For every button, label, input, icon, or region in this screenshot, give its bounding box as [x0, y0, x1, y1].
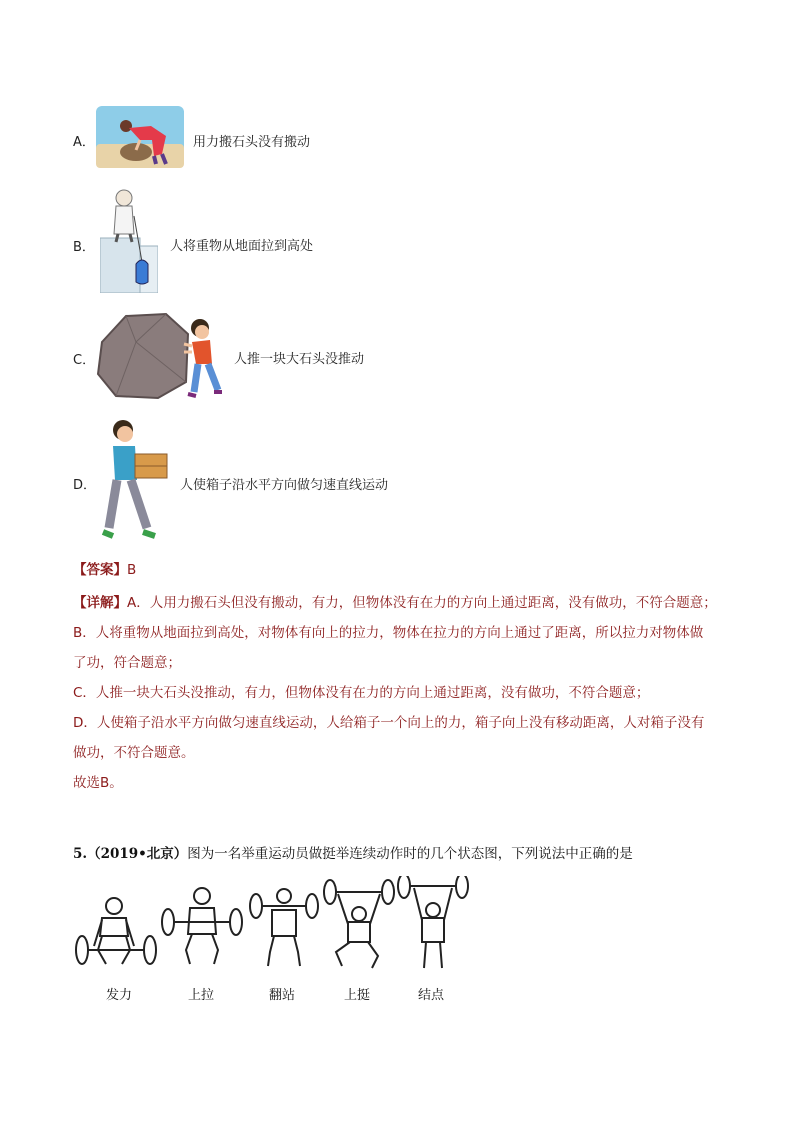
answer-label: 【答案】: [73, 562, 127, 578]
question-5: [73, 842, 633, 862]
question-number: 5.: [73, 846, 88, 862]
option-b-text: 人将重物从地面拉到高处: [170, 239, 314, 254]
option-d-text: 人使箱子沿水平方向做匀速直线运动: [180, 478, 389, 493]
stage-2-figure: [162, 888, 242, 964]
option-c-text: 人推一块大石头没推动: [234, 352, 365, 367]
explanation: [73, 588, 733, 798]
explanation-label: 【详解】: [73, 595, 127, 611]
explanation-line: C．人推一块大石头没推动，有力，但物体没有在力的方向上通过距离，没有做功，不符合题意；: [73, 685, 650, 701]
option-c-letter: C．: [73, 353, 96, 368]
stage-caption: 上挺: [344, 988, 371, 1003]
answer-line: [73, 555, 733, 585]
explanation-line: B．人将重物从地面拉到高处，对物体有向上的拉力，物体在拉力的方向上通过了距离，所以拉力对物体做: [73, 625, 704, 641]
explanation-line: 了功，符合题意；: [73, 655, 181, 671]
stage-caption: 结点: [418, 988, 445, 1003]
man-pulling-weight-image: [100, 186, 158, 293]
stage-4-figure: [324, 880, 394, 968]
option-b-letter: B．: [73, 240, 95, 255]
boy-pushing-rock-image: [96, 312, 231, 400]
woman-lifting-stone-image: [96, 106, 184, 168]
answer-value: B: [127, 562, 137, 578]
question-source: （2019•北京）: [87, 846, 188, 862]
stage-caption: 翻站: [269, 988, 296, 1003]
boy-carrying-box-image: [101, 418, 171, 546]
explanation-line: 做功，不符合题意。: [73, 745, 195, 761]
option-d-letter: D．: [73, 478, 97, 493]
stage-5-figure: [398, 876, 468, 968]
stage-caption: 发力: [106, 988, 133, 1003]
explanation-line: D．人使箱子沿水平方向做匀速直线运动，人给箱子一个向上的力，箱子向上没有移动距离，人对箱子没有: [73, 715, 705, 731]
explanation-line: 故选B。: [73, 775, 123, 791]
question-text: 图为一名举重运动员做挺举连续动作时的几个状态图，下列说法中正确的是: [187, 846, 633, 862]
stage-caption: 上拉: [188, 988, 215, 1003]
stage-3-figure: [250, 889, 318, 966]
stage-1-figure: [76, 898, 156, 964]
option-a-text: 用力搬石头没有搬动: [193, 135, 311, 150]
option-a-letter: A．: [73, 135, 95, 150]
explanation-line: 【详解】A．人用力搬石头但没有搬动，有力，但物体没有在力的方向上通过距离，没有做功，不符合题意；: [73, 595, 717, 611]
weightlifting-stages-illustration: [72, 876, 472, 972]
